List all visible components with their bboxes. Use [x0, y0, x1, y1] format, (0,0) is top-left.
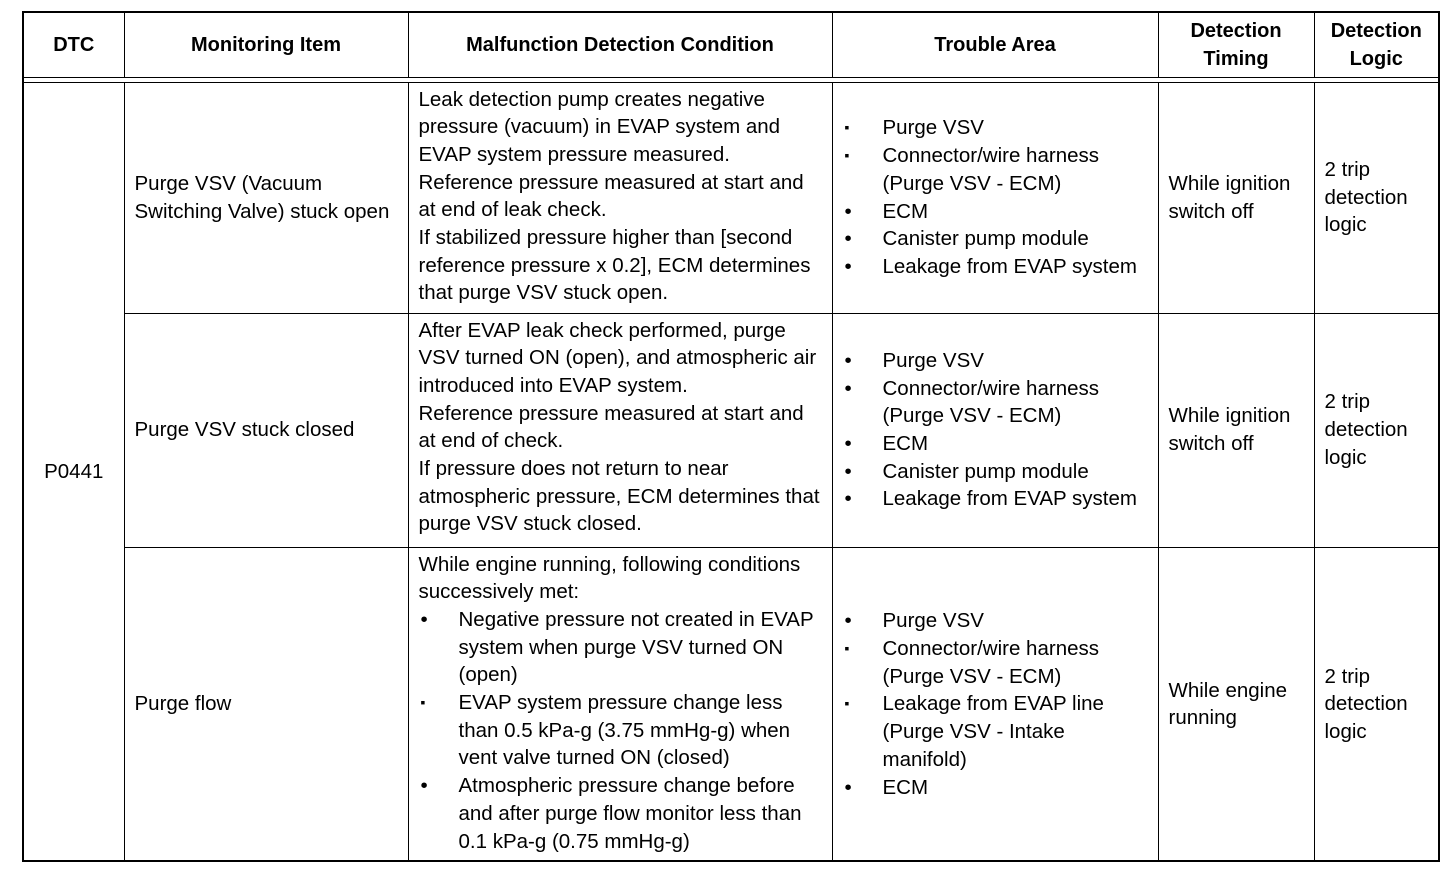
list-item: ▪ Leakage from EVAP line (Purge VSV - Intake manifold) — [843, 690, 1148, 773]
list-item: • Canister pump module — [843, 458, 1148, 486]
header-dtc: DTC — [24, 13, 124, 77]
condition-cell — [408, 547, 832, 861]
list-item: • ECM — [843, 430, 1148, 458]
header-malfunction-condition: Malfunction Detection Condition — [408, 13, 832, 77]
detection-timing-cell: While engine running — [1158, 547, 1314, 861]
monitoring-item-cell: Purge VSV stuck closed — [124, 313, 408, 547]
list-item: • ECM — [843, 198, 1148, 226]
list-item: • Atmospheric pressure change before and after purge flow monitor less than 0.1 kPa-g (0.75 mmHg-g) — [419, 772, 822, 855]
dtc-code-cell: P0441 — [24, 82, 124, 861]
detection-logic-cell: 2 trip detection logic — [1314, 547, 1438, 861]
trouble-area-cell — [832, 313, 1158, 547]
condition-line: After EVAP leak check performed, purge VSV turned ON (open), and atmospheric air introduced into EVAP system. — [418, 318, 817, 397]
table-row — [24, 547, 1438, 861]
header-detection-logic: Detection Logic — [1314, 13, 1438, 77]
list-item: ▪ EVAP system pressure change less than 0.5 kPa-g (3.75 mmHg-g) when vent valve turned ON (closed) — [419, 689, 822, 772]
trouble-area-cell — [832, 547, 1158, 861]
header-row — [24, 13, 1438, 77]
condition-line: Leak detection pump creates negative pressure (vacuum) in EVAP system and EVAP system pressure measured. — [418, 87, 781, 166]
list-item: • Negative pressure not created in EVAP system when purge VSV turned ON (open) — [419, 606, 822, 689]
header-monitoring-item: Monitoring Item — [124, 13, 408, 77]
condition-cell — [408, 82, 832, 313]
list-item: • ECM — [843, 774, 1148, 802]
monitoring-item-cell: Purge flow — [124, 547, 408, 861]
trouble-area-list — [843, 347, 1148, 513]
condition-line: Reference pressure measured at start and at end of leak check. — [418, 170, 804, 222]
detection-logic-cell: 2 trip detection logic — [1314, 82, 1438, 313]
detection-logic-cell: 2 trip detection logic — [1314, 313, 1438, 547]
header-trouble-area: Trouble Area — [832, 13, 1158, 77]
detection-timing-cell: While ignition switch off — [1158, 313, 1314, 547]
header-detection-timing: Detection Timing — [1158, 13, 1314, 77]
trouble-area-list — [843, 114, 1148, 280]
condition-cell — [408, 313, 832, 547]
condition-bullet-list — [419, 606, 822, 855]
condition-line: Reference pressure measured at start and at end of check. — [418, 401, 804, 453]
list-item: • Leakage from EVAP system — [843, 485, 1148, 513]
condition-line: If pressure does not return to near atmospheric pressure, ECM determines that purge VSV stuck closed. — [418, 457, 820, 536]
list-item: • Canister pump module — [843, 225, 1148, 253]
list-item: ▪ Purge VSV — [843, 114, 1148, 142]
list-item: ▪ Connector/wire harness (Purge VSV - ECM) — [843, 635, 1148, 690]
condition-line: If stabilized pressure higher than [second reference pressure x 0.2], ECM determines that purge VSV stuck open. — [418, 226, 811, 305]
monitoring-item-cell: Purge VSV (Vacuum Switching Valve) stuck open — [124, 82, 408, 313]
dtc-table-frame — [22, 11, 1440, 862]
condition-intro: While engine running, following conditions successively met: — [418, 552, 801, 604]
dtc-table — [24, 13, 1438, 862]
table-row — [24, 313, 1438, 547]
list-item: ▪ Connector/wire harness (Purge VSV - ECM) — [843, 142, 1148, 197]
table-row — [24, 82, 1438, 313]
list-item: • Purge VSV — [843, 347, 1148, 375]
trouble-area-list — [843, 607, 1148, 801]
trouble-area-cell — [832, 82, 1158, 313]
detection-timing-cell: While ignition switch off — [1158, 82, 1314, 313]
list-item: • Connector/wire harness (Purge VSV - ECM) — [843, 375, 1148, 430]
list-item: • Leakage from EVAP system — [843, 253, 1148, 281]
list-item: • Purge VSV — [843, 607, 1148, 635]
